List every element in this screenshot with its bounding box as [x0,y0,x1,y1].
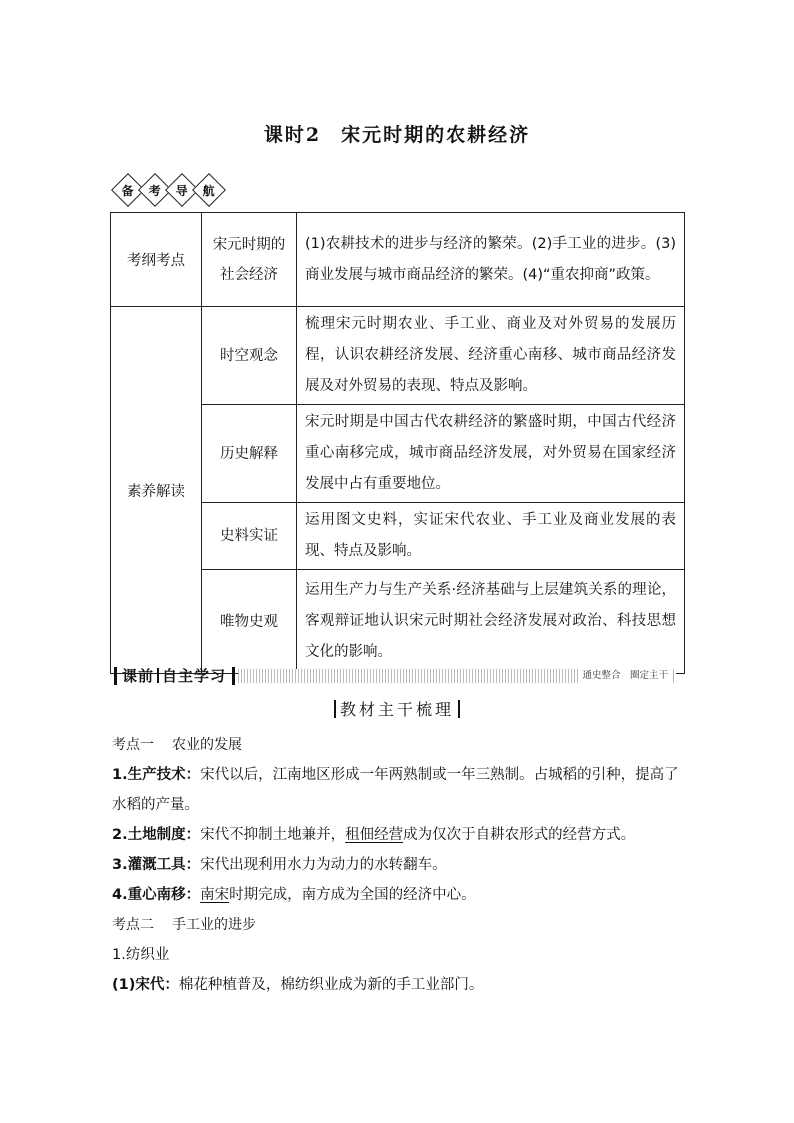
list-item: 3.灌溉工具：宋代出现利用水力为动力的水转翻车。 [112,857,447,873]
category-cell: 考纲考点 [111,213,202,307]
subcategory-cell: 史料实证 [202,503,297,570]
badge-char: 考 [148,183,162,198]
section-part2: 自主学习 [162,667,227,685]
list-item: 4.重心南移：南宋时期完成，南方成为全国的经济中心。 [112,887,476,903]
content-cell: (1)农耕技术的进步与经济的繁荣。(2)手工业的进步。(3)商业发展与城市商品经济的繁荣。(4)“重农抑商”政策。 [297,213,685,307]
section-part1: 课前 [122,667,155,685]
lesson-topic: 宋元时期的农耕经济 [341,124,531,146]
table-row [111,213,685,307]
content-cell: 宋元时期是中国古代农耕经济的繁盛时期，中国古代经济重心南移完成，城市商品经济发展，对外贸易在国家经济发展中占有重要地位。 [297,405,685,503]
content-cell: 梳理宋元时期农业、手工业、商业及对外贸易的发展历程，认识农耕经济发展、经济重心南移、城市商品经济发展及对外贸易的表现、特点及影响。 [297,307,685,405]
key-point-heading: 考点一 农业的发展 [112,737,242,753]
content-cell: 运用图文史料，实证宋代农业、手工业及商业发展的表现、特点及影响。 [297,503,685,570]
subcategory-cell: 宋元时期的 社会经济 [202,213,297,307]
list-item: 1.生产技术：宋代以后，江南地区形成一年两熟制或一年三熟制。占城稻的引种，提高了水稻的产量。 [112,767,679,813]
nav-badge [116,178,224,202]
lesson-number: 课时2 [263,124,322,146]
key-point-heading: 考点二 手工业的进步 [112,917,256,933]
table-row [111,307,685,405]
subcategory-cell: 时空观念 [202,307,297,405]
badge-char: 导 [175,183,189,198]
category-cell: 素养解读 [111,307,202,674]
subcategory-cell: 历史解释 [202,405,297,503]
list-item: (1)宋代：棉花种植普及，棉纺织业成为新的手工业部门。 [112,977,484,993]
section-header-bar [114,666,676,686]
subcategory-cell: 唯物史观 [202,570,297,674]
content-cell: 运用生产力与生产关系·经济基础与上层建筑关系的理论，客观辩证地认识宋元时期社会经济发展对政治、科技思想文化的影响。 [297,570,685,674]
guide-table [110,212,685,674]
badge-char: 备 [121,183,135,198]
badge-char: 航 [202,183,216,198]
body-content [112,730,687,1000]
list-item: 2.土地制度：宋代不抑制土地兼并，租佃经营成为仅次于自耕农形式的经营方式。 [112,827,636,843]
section-right-text: 通史整合 圈定主干 [578,669,672,683]
page-title [0,120,794,147]
subheading: 教材主干梳理 [0,697,794,720]
list-item: 1.纺织业 [112,947,170,963]
